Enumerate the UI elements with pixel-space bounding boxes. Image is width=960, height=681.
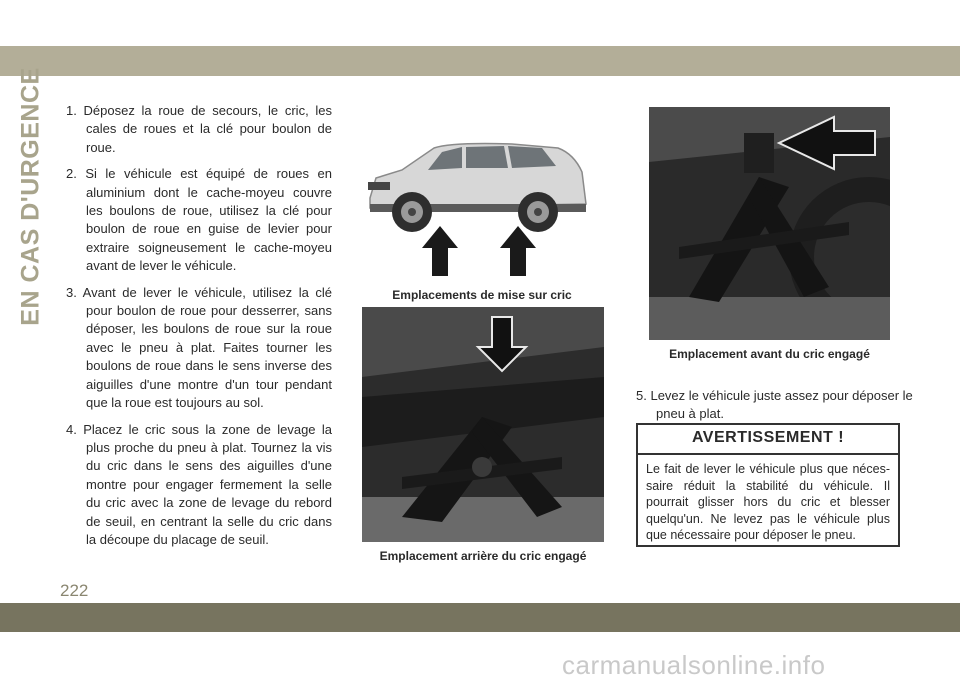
- watermark: carmanualsonline.info: [562, 650, 826, 680]
- step-number: 5.: [636, 388, 647, 403]
- step-text: Levez le véhicule juste assez pour déposer le pneu à plat.: [650, 388, 913, 422]
- warning-text: Le fait de lever le véhicule plus que néces-saire réduit la stabilité du véhicule. Il pourrait glisser hors du cric et blesser quelqu'un. Ne levez pas le véhicule plus que nécessaire pour déposer le pneu.: [646, 462, 890, 543]
- rear-jack-figure: [362, 307, 604, 542]
- header-band: [0, 46, 960, 76]
- warning-title: AVERTISSEMENT !: [638, 425, 898, 455]
- warning-box: [636, 423, 900, 547]
- step-text: Avant de lever le véhicule, utilisez la clé pour boulon de roue pour desserrer, sans déposer, les boulons de roue sur la roue avec le pneu à plat. Faites tourner les boulons de roue dans le sens inverse des aiguilles d'une montre d'un tour pendant que la roue est toujours au sol.: [82, 284, 332, 411]
- suv-illustration: [362, 120, 602, 280]
- step-text: Déposez la roue de secours, le cric, les cales de roues et la clé pour boulon de roue.: [83, 103, 332, 155]
- step-4: [66, 421, 332, 550]
- step-text: Si le véhicule est équipé de roues en aluminium dont le cache-moyeu couvre les boulons de roue, utilisez la clé pour boulon de roue en guise de levier pour extraire soigneusement le cache-moyeu avant de lever le véhicule.: [85, 166, 332, 274]
- step-text: Placez le cric sous la zone de levage la plus proche du pneu à plat. Tournez la vis du cric dans le sens des aiguilles d'une montre pour engager fermement la selle du cric avec la zone de levage du rebord de seuil, en centrant la selle du cric dans la découpe du placage de seuil.: [83, 421, 332, 547]
- front-jack-figure: [649, 107, 890, 340]
- jacking-points-caption: Emplacements de mise sur cric: [392, 288, 572, 302]
- arrow-up-icon: [422, 226, 458, 276]
- step-1: [66, 102, 332, 157]
- step-number: 4.: [66, 421, 77, 437]
- step-3: [66, 284, 332, 413]
- step-number: 3.: [66, 284, 77, 300]
- step-2: [66, 165, 332, 275]
- section-tab-label: EN CAS D'URGENCE: [16, 66, 45, 326]
- jacking-points-figure: [362, 120, 602, 280]
- step-number: 1.: [66, 103, 77, 118]
- section-tab: [16, 66, 46, 326]
- rear-jack-photo: [362, 307, 604, 542]
- instructions-column: [66, 102, 332, 557]
- front-jack-photo: [649, 107, 890, 340]
- page-number: 222: [60, 581, 89, 600]
- arrow-up-icon: [500, 226, 536, 276]
- step-number: 2.: [66, 166, 77, 182]
- rear-jack-caption: Emplacement arrière du cric engagé: [379, 549, 587, 563]
- footer-band: [0, 603, 960, 632]
- front-jack-caption: Emplacement avant du cric engagé: [669, 347, 870, 361]
- step-5: [636, 387, 924, 424]
